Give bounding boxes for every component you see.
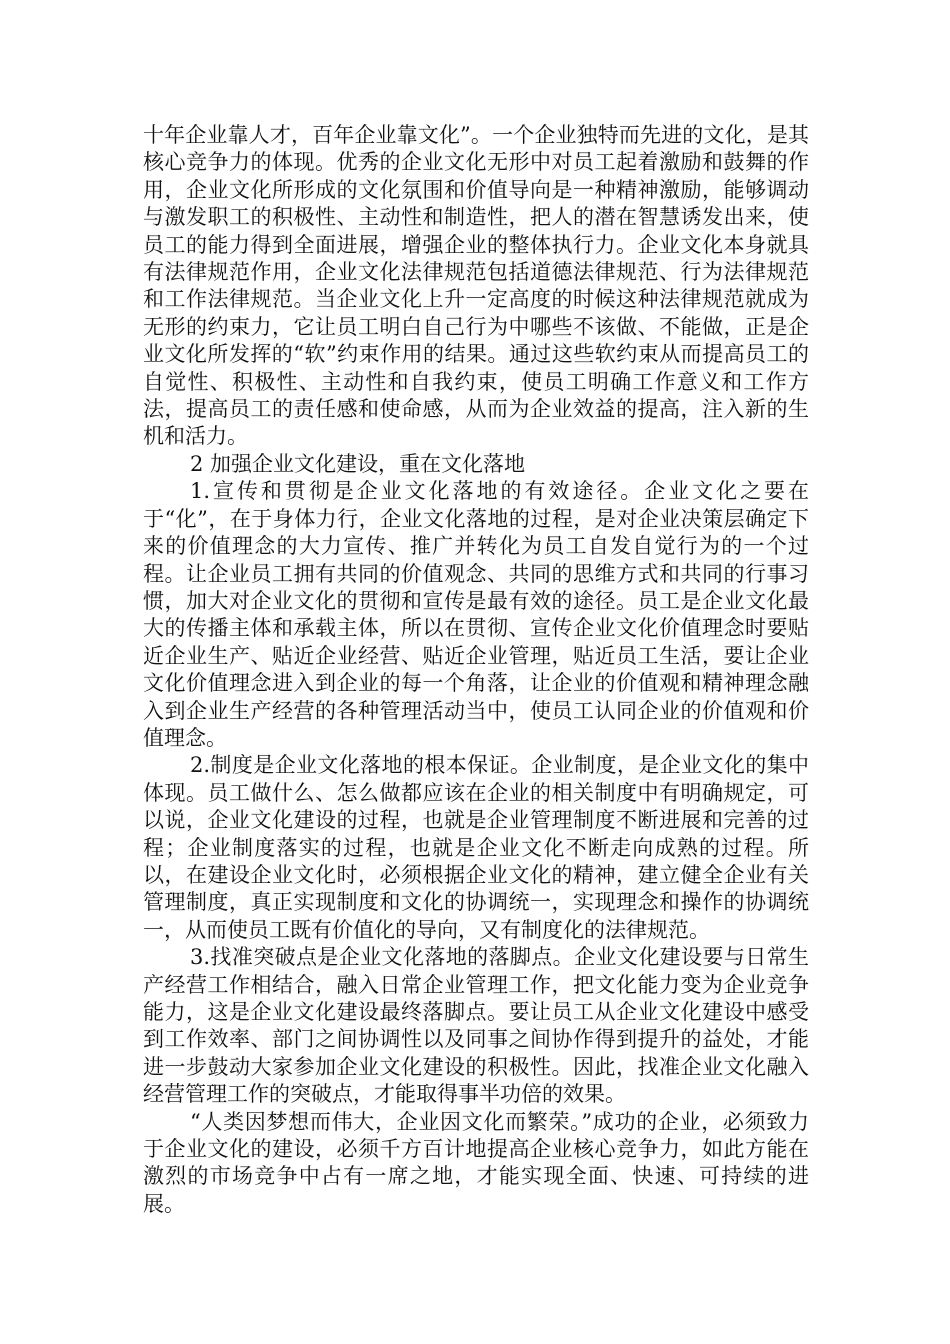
paragraph-intro-continuation: 十年企业靠人才，百年企业靠文化”。一个企业独特而先进的文化，是其核心竞争力的体现。优秀的企业文化无形中对员工起着激励和鼓舞的作用，企业文化所形成的文化氛围和价值导向是一种精神激励，能够调动与激发职工的积极性、主动性和制造性，把人的潜在智慧诱发出来，使员工的能力得到全面进展，增强企业的整体执行力。企业文化本身就具有法律规范作用，企业文化法律规范包括道德法律规范、行为法律规范和工作法律规范。当企业文化上升一定高度的时候这种法律规范就成为无形的约束力，它让员工明白自己行为中哪些不该做、不能做，正是企业文化所发挥的“软”约束作用的结果。通过这些软约束从而提高员工的自觉性、积极性、主动性和自我约束，使员工明确工作意义和工作方法，提高员工的责任感和使命感，从而为企业效益的提高，注入新的生机和活力。	[143, 123, 809, 449]
section-heading: 2 加强企业文化建设，重在文化落地	[190, 451, 526, 476]
document-body	[143, 122, 809, 1218]
paragraph-point-2: 2.制度是企业文化落地的根本保证。企业制度，是企业文化的集中体现。员工做什么、怎么做都应该在企业的相关制度中有明确规定，可以说，企业文化建设的过程，也就是企业管理制度不断进展和完善的过程；企业制度落实的过程，也就是企业文化不断走向成熟的过程。所以，在建设企业文化时，必须根据企业文化的精神，建立健全企业有关管理制度，真正实现制度和文化的协调统一，实现理念和操作的协调统一，从而使员工既有价值化的导向，又有制度化的法律规范。	[143, 753, 809, 942]
paragraph-conclusion: “人类因梦想而伟大，企业因文化而繁荣。”成功的企业，必须致力于企业文化的建设，必须千方百计地提高企业核心竞争力，如此方能在激烈的市场竞争中占有一席之地，才能实现全面、快速、可持续的进展。	[143, 1109, 809, 1216]
paragraph-point-1: 1.宣传和贯彻是企业文化落地的有效途径。企业文化之要在于“化”，在于身体力行，企业文化落地的过程，是对企业决策层确定下来的价值理念的大力宣传、推广并转化为员工自发自觉行为的一个过程。让企业员工拥有共同的价值观念、共同的思维方式和共同的行事习惯，加大对企业文化的贯彻和宣传是最有效的途径。员工是企业文化最大的传播主体和承载主体，所以在贯彻、宣传企业文化价值理念时要贴近企业生产、贴近企业经营、贴近企业管理，贴近员工生活，要让企业文化价值理念进入到企业的每一个角落，让企业的价值观和精神理念融入到企业生产经营的各种管理活动当中，使员工认同企业的价值观和价值理念。	[143, 479, 809, 750]
paragraph-point-3: 3.找准突破点是企业文化落地的落脚点。企业文化建设要与日常生产经营工作相结合，融入日常企业管理工作，把文化能力变为企业竞争能力，这是企业文化建设最终落脚点。要让员工从企业文化建设中感受到工作效率、部门之间协调性以及同事之间协作得到提升的益处，才能进一步鼓动大家参加企业文化建设的积极性。因此，找准企业文化融入经营管理工作的突破点，才能取得事半功倍的效果。	[143, 945, 809, 1107]
